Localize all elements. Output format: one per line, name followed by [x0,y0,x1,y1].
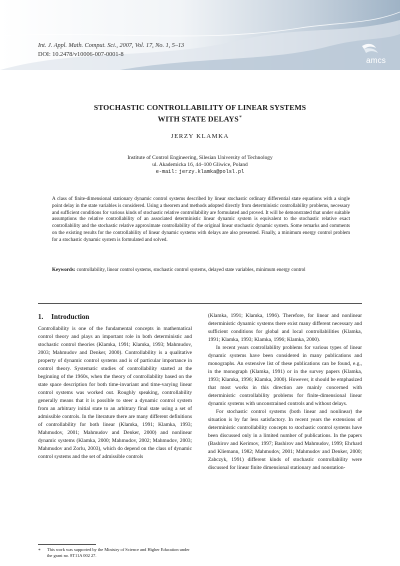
journal-header-band [0,0,400,70]
body-paragraph: In recent years controllability problems for various types of linear dynamic systems have been considered in many publications and monographs. An extensive list of these publications can be found, e.g., in the monograph (Klamka, 1991) or in the survey papers (Klamka, 1993; Klamka, 1996; Klamka, 2000). However, it should be emphasized that most works in this direction are mainly concerned with deterministic controllability problems for finite-dimensional linear dynamic systems with unconstrained controls and without delays. [208,345,362,407]
email-label: e-mail: [155,169,178,176]
section-number: 1. [38,313,44,321]
title-line-2 [40,113,360,125]
abstract: A class of finite-dimensional stationary dynamic control systems described by linear stochastic ordinary differential state equations with a single point delay in the state variables is considered. Using a theorem and methods adopted directly from deterministic controllability problems, necessary and sufficient conditions for various kinds of stochastic relative controllability are formulated and proved. It will be demonstrated that under suitable assumptions the relative controllability of an associated deterministic linear dynamic system is equivalent to the stochastic relative exact controllability and the stochastic relative approximate controllability of the original linear stochastic dynamic system. Some remarks and comments on the existing results for the controllability of linear dynamic systems with delays are also presented. Finally, a minimum energy control problem for a stochastic dynamic system is formulated and solved. [52,197,350,243]
body-paragraph: For stochastic control systems (both linear and nonlinear) the situation is by far less satisfactory. In recent years the extensions of deterministic controllability concepts to stochastic control systems have been discussed only in a limited number of publications. In the papers (Bashirov and Kerimov, 1997; Bashirov and Mahmudov, 1999; Ehrhard and Kliemann, 1982; Mahmudov, 2001; Mahmudov and Denker, 2000; Zabczyk, 1991) different kinds of stochastic controllability were discussed for linear finite dimensional stationary and nonstation- [208,409,362,471]
author-affiliation [60,155,340,177]
author-email: jerzy.klamka@polsl.pl [178,169,245,176]
keywords [52,268,350,275]
footnote-text: This work was supported by the Ministry of Science and Higher Education under the grant no. 8T11A 002 27. [47,547,190,558]
title-footnote-mark: ∗ [238,115,243,120]
header-wave-decoration [0,0,400,70]
author-name: JERZY KLAMKA [170,133,230,140]
header-divider [38,303,362,304]
affiliation-institute: Institute of Control Engineering, Silesian University of Technology [127,155,273,161]
body-paragraph: (Klamka, 1991; Klamka, 1996). Therefore, for linear and nonlinear deterministic dynamic systems there exist many different necessary and sufficient conditions for global and local controllabilities (Klamka, 1991; Klamka, 1993; Klamka, 1996; Klamka, 2000). [208,313,362,343]
body-paragraph: Controllability is one of the fundamental concepts in mathematical control theory and plays an important role in both deterministic and stochastic control theories (Klamka, 1991; Klamka, 1993; Mahmudov, 2003; Mahmudov and Denker, 2000). Controllability is a qualitative property of dynamic control systems and is of particular importance in control theory. Systematic studies of controllability started at the beginning of the 1960s, when the theory of controllability based on the state space description for both time-invariant and time-varying linear control systems was worked out. Roughly speaking, controllability generally means that it is possible to steer a dynamic control system from an arbitrary initial state to an arbitrary final state using a set of admissible controls. In the literature there are many different definitions of controllability for both linear (Klamka, 1991; Klamka, 1993; Mahmudov, 2001; Mahmudov and Denker, 2000) and nonlinear dynamic systems (Klamka, 2000; Mahmudov, 2002; Mahmudov, 2003; Mahmudov and Zorlu, 2003), which do depend on the class of dynamic control systems and the set of admissible controls [38,326,192,460]
footnote-mark: ∗ [38,547,41,552]
section-heading [38,313,97,321]
body-column-right [208,312,362,472]
footnote-divider [38,544,96,545]
title-line-1: STOCHASTIC CONTROLLABILITY OF LINEAR SYSTEMS [93,103,307,112]
affiliation-address: ul. Akademicka 16, 44–100 Gliwice, Poland [152,162,248,169]
paper-title [40,103,360,125]
keywords-label: Keywords: [52,268,76,273]
title-line-2-text: WITH STATE DELAYS [157,114,239,124]
footnote [38,547,192,558]
affiliation-email-line [60,169,340,176]
keywords-text: controllability, linear control systems, stochastic control systems, delayed state variables, minimum energy control [76,268,306,273]
amcs-logo-text: amcs [366,56,386,65]
doi-line: DOI: 10.2478/v10006-007-0001-8 [38,51,124,58]
body-column-left [38,325,192,461]
section-title: Introduction [51,313,90,321]
journal-citation: Int. J. Appl. Math. Comput. Sci., 2007, Vol. 17, No. 1, 5–13 [38,42,185,49]
